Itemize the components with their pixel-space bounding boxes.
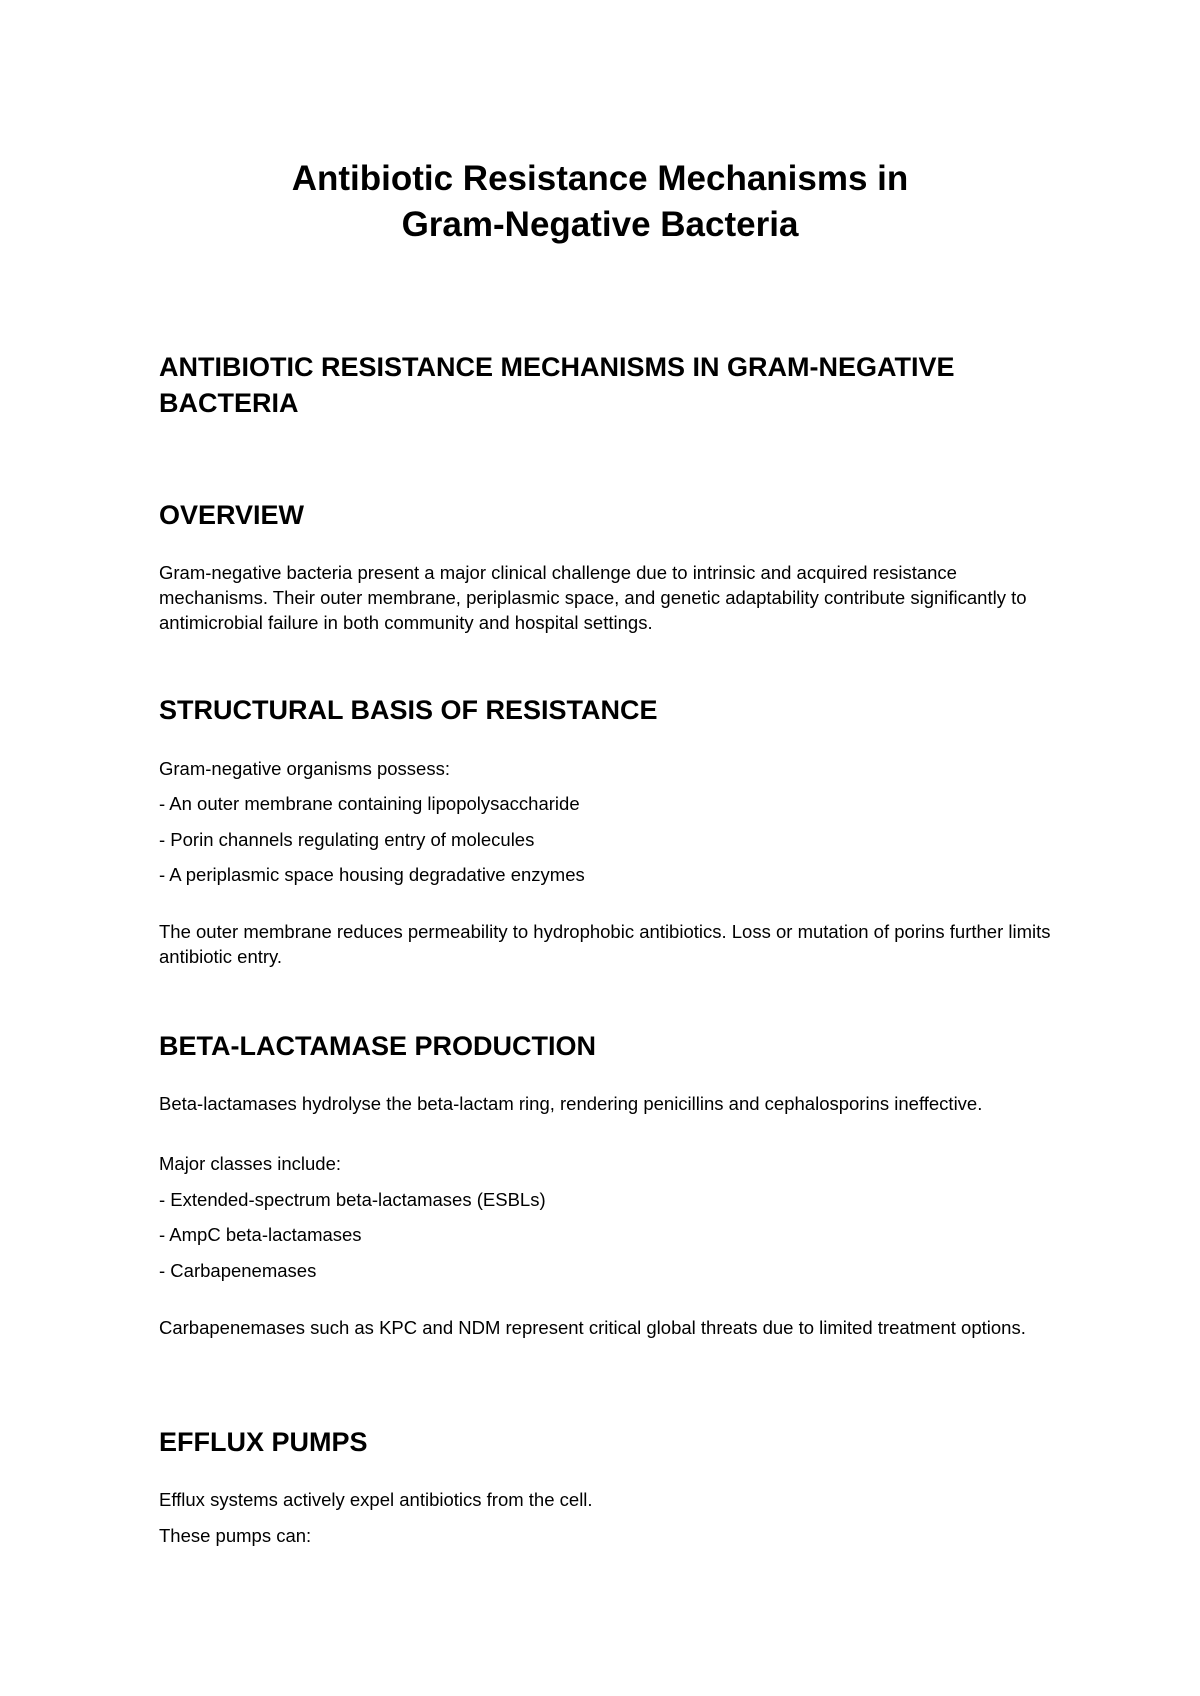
structural-paragraph: The outer membrane reduces permeability to hydrophobic antibiotics. Loss or mutation of porins further limits antibiotic entry.	[159, 921, 1051, 967]
document-title-line-2: Gram-Negative Bacteria	[401, 205, 799, 244]
betalactamase-list-item: - AmpC beta-lactamases	[159, 1224, 362, 1245]
document-title	[160, 156, 1040, 248]
betalactamase-heading: BETA-LACTAMASE PRODUCTION	[159, 1031, 596, 1061]
structural-list-item: - An outer membrane containing lipopolysaccharide	[159, 793, 580, 814]
betalactamase-list-item: - Carbapenemases	[159, 1260, 317, 1281]
betalactamase-intro: Major classes include:	[159, 1153, 341, 1174]
betalactamase-paragraph-2: Carbapenemases such as KPC and NDM represent critical global threats due to limited treatment options.	[159, 1317, 1026, 1338]
structural-list-item: - Porin channels regulating entry of molecules	[159, 829, 535, 850]
structural-heading: STRUCTURAL BASIS OF RESISTANCE	[159, 695, 658, 725]
efflux-paragraph-2: These pumps can:	[159, 1525, 312, 1546]
structural-list-item: - A periplasmic space housing degradative enzymes	[159, 864, 585, 885]
document-title-line-1: Antibiotic Resistance Mechanisms in	[291, 159, 909, 198]
main-heading: ANTIBIOTIC RESISTANCE MECHANISMS IN GRAM-NEGATIVE BACTERIA	[159, 352, 955, 418]
efflux-heading: EFFLUX PUMPS	[159, 1427, 368, 1457]
overview-heading: OVERVIEW	[159, 500, 305, 530]
efflux-paragraph-1: Efflux systems actively expel antibiotics from the cell.	[159, 1489, 593, 1510]
overview-paragraph: Gram-negative bacteria present a major clinical challenge due to intrinsic and acquired resistance mechanisms. Their outer membrane, periplasmic space, and genetic adaptability contribute significantly to antimicrobial failure in both community and hospital settings.	[159, 562, 1027, 633]
structural-intro: Gram-negative organisms possess:	[159, 758, 450, 779]
betalactamase-paragraph-1: Beta-lactamases hydrolyse the beta-lactam ring, rendering penicillins and cephalosporins ineffective.	[159, 1093, 983, 1114]
betalactamase-list-item: - Extended-spectrum beta-lactamases (ESBLs)	[159, 1189, 546, 1210]
